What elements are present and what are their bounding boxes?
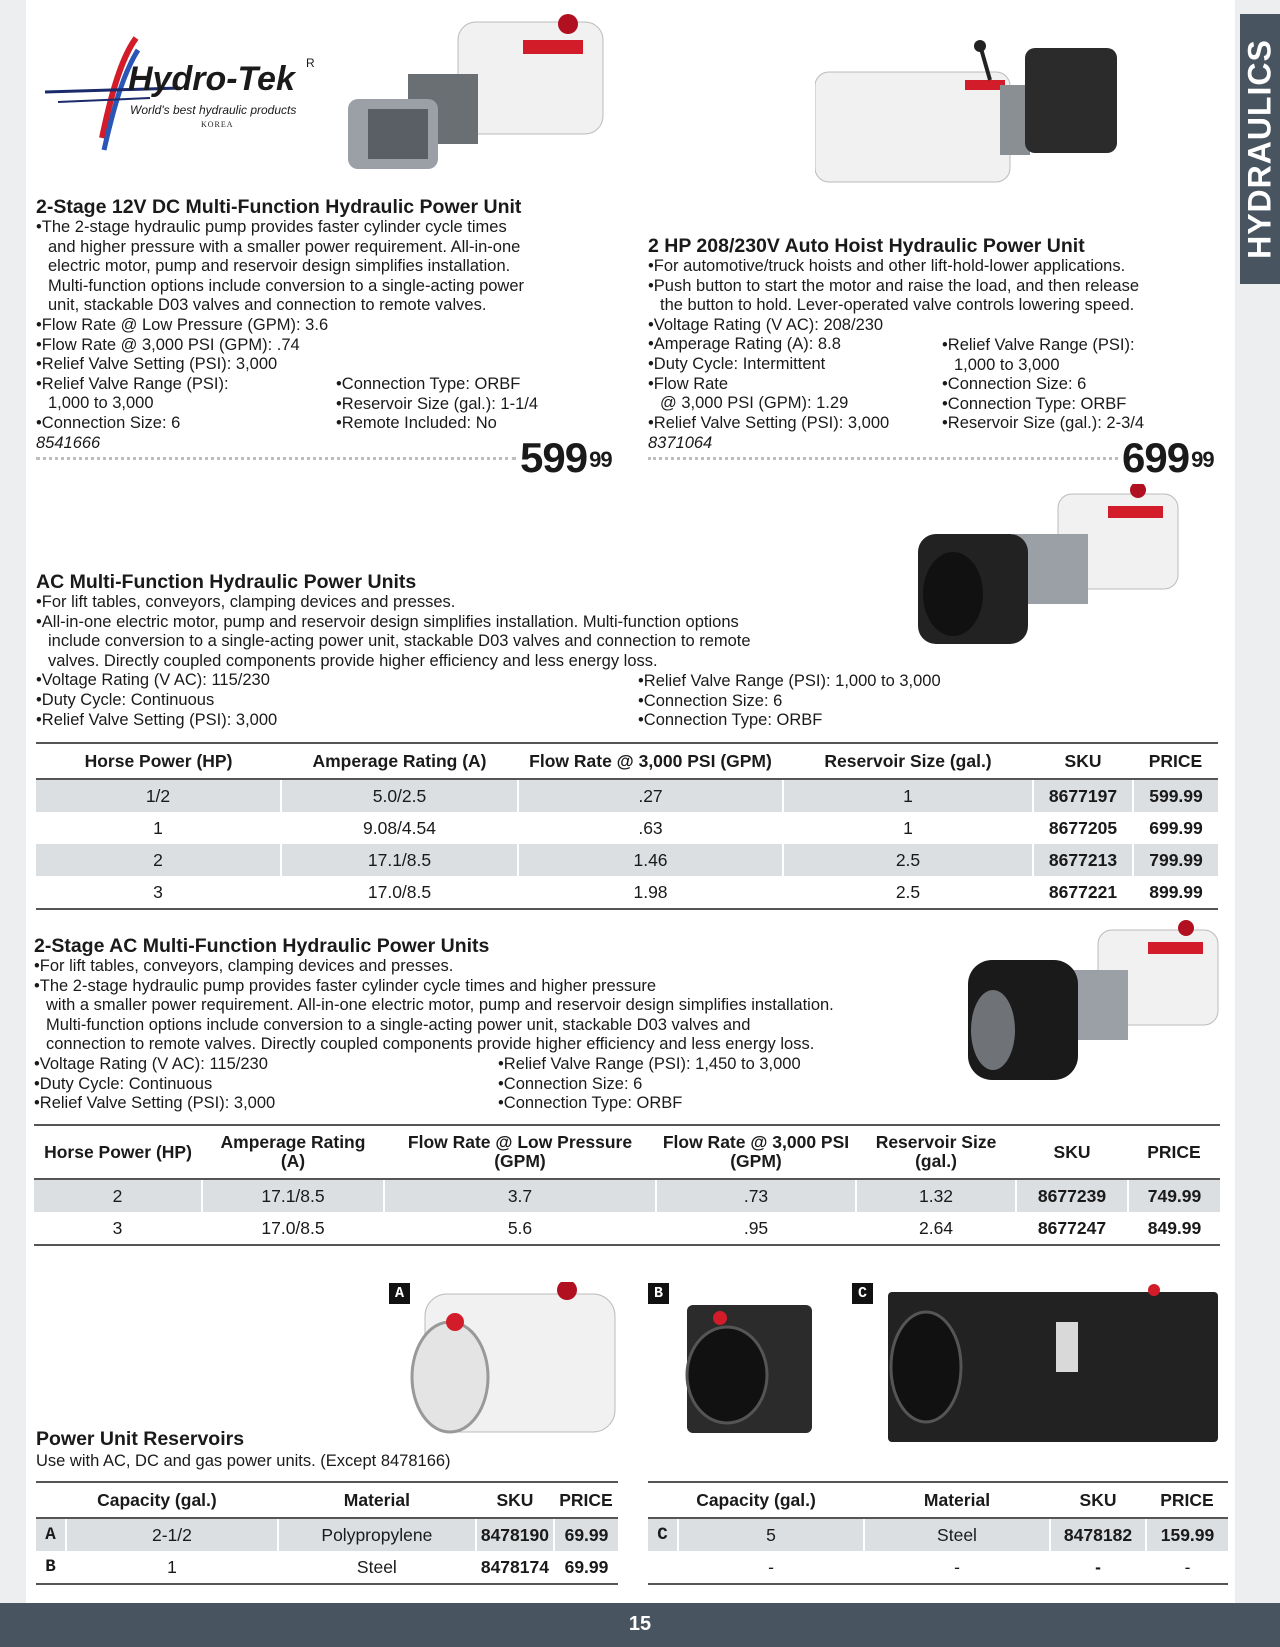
product1-price: $599^{99}$ — [520, 434, 612, 481]
reservoirs-table-left — [36, 1481, 618, 1585]
product1-spec: • Connection Type: ORBF — [336, 375, 538, 395]
product1-sku: 8541666 — [36, 434, 101, 452]
cell: 2.5 — [783, 844, 1033, 876]
product1-spec: • Remote Included: No — [336, 414, 538, 434]
product2-spec: • Reservoir Size (gal.): 2-3/4 — [942, 414, 1144, 434]
product1-desc-line: Multi-function options include conversion to a single-acting power — [48, 276, 525, 295]
cell: .95 — [656, 1212, 856, 1245]
label-b: B — [648, 1283, 669, 1304]
column-header: Capacity (gal.) — [36, 1482, 278, 1518]
product1-specs-right — [336, 375, 538, 434]
product2-sku: 8371064 — [648, 434, 713, 452]
ac-desc-line: • For lift tables, conveyors, clamping devices and presses. — [36, 593, 751, 613]
cell: Polypropylene — [278, 1518, 476, 1551]
ac-spec: • Voltage Rating (V AC): 115/230 — [36, 671, 751, 691]
product2-title: 2 HP 208/230V Auto Hoist Hydraulic Power Unit — [648, 235, 1085, 257]
column-header: SKU — [1050, 1482, 1146, 1518]
two-stage-spec: • Voltage Rating (V AC): 115/230 — [34, 1055, 834, 1075]
product2-spec: 1,000 to 3,000 — [954, 355, 1060, 374]
column-header: Reservoir Size (gal.) — [783, 743, 1033, 779]
cell: 17.1/8.5 — [281, 844, 518, 876]
two-stage-spec: • Connection Type: ORBF — [498, 1094, 801, 1114]
label-a: A — [389, 1283, 410, 1304]
sku-cell: - — [1050, 1551, 1146, 1584]
column-header: PRICE — [1128, 1125, 1220, 1179]
two-stage-desc-line: Multi-function options include conversion to a single-acting power unit, stackable D03 valves and — [46, 1015, 751, 1034]
price-cell: 599.99 — [1133, 779, 1218, 812]
sku-cell: 8478174 — [476, 1551, 554, 1584]
cell: 3 — [36, 876, 281, 909]
column-header: Material — [864, 1482, 1050, 1518]
column-header: Flow Rate @ 3,000 PSI (GPM) — [656, 1125, 856, 1179]
column-header: Amperage Rating (A) — [202, 1125, 384, 1179]
product2-price: $699^{99}$ — [1122, 434, 1214, 481]
sku-cell: 8677247 — [1016, 1212, 1128, 1245]
column-header: Amperage Rating (A) — [281, 743, 518, 779]
product2-spec: • Flow Rate — [648, 375, 1139, 395]
price-cell: 849.99 — [1128, 1212, 1220, 1245]
price-cell: 799.99 — [1133, 844, 1218, 876]
ac-spec: • Duty Cycle: Continuous — [36, 691, 751, 711]
cell: 2.5 — [783, 876, 1033, 909]
cell: 5 — [678, 1518, 864, 1551]
table-row — [36, 779, 1218, 812]
label-c: C — [852, 1283, 873, 1304]
brand-country: KOREA — [201, 120, 234, 129]
two-stage-spec: • Relief Valve Range (PSI): 1,450 to 3,000 — [498, 1055, 801, 1075]
table-header-row — [34, 1125, 1220, 1179]
column-header: SKU — [1033, 743, 1133, 779]
product1-desc-line: • The 2-stage hydraulic pump provides faster cylinder cycle times — [36, 218, 524, 238]
column-header: Reservoir Size (gal.) — [856, 1125, 1016, 1179]
cell: 1/2 — [36, 779, 281, 812]
product2-spec: • Duty Cycle: Intermittent — [648, 355, 1139, 375]
cell: 1 — [66, 1551, 278, 1584]
column-header: Flow Rate @ Low Pressure (GPM) — [384, 1125, 656, 1179]
cell: 5.6 — [384, 1212, 656, 1245]
two-stage-desc-line: • For lift tables, conveyors, clamping devices and presses. — [34, 957, 834, 977]
column-header: PRICE — [554, 1482, 618, 1518]
ac-spec: • Connection Type: ORBF — [638, 711, 941, 731]
sku-cell: 8677197 — [1033, 779, 1133, 812]
item-letter: A — [36, 1518, 66, 1551]
ac-units-title: AC Multi-Function Hydraulic Power Units — [36, 571, 417, 593]
auto-hoist-unit-photo — [815, 40, 1120, 190]
ac-spec: • Connection Size: 6 — [638, 692, 941, 712]
column-header: Horse Power (HP) — [36, 743, 281, 779]
product1-spec: • Reservoir Size (gal.): 1-1/4 — [336, 395, 538, 415]
ac-power-unit-photo — [918, 484, 1183, 664]
two-stage-ac-title: 2-Stage AC Multi-Function Hydraulic Power Units — [34, 935, 490, 957]
cell: 9.08/4.54 — [281, 812, 518, 844]
sku-cell: 8677239 — [1016, 1179, 1128, 1212]
price-cell: 899.99 — [1133, 876, 1218, 909]
cell: Steel — [864, 1518, 1050, 1551]
product2-spec: • Connection Type: ORBF — [942, 395, 1144, 415]
table-row — [648, 1551, 1228, 1584]
cell: 2-1/2 — [66, 1518, 278, 1551]
cell: 1.98 — [518, 876, 783, 909]
item-letter — [648, 1551, 678, 1584]
dotted-leader — [648, 457, 1118, 460]
page-number: 15 — [628, 1613, 652, 1635]
item-letter: C — [648, 1518, 678, 1551]
reservoirs-title: Power Unit Reservoirs — [36, 1428, 245, 1450]
price-cell: 699.99 — [1133, 812, 1218, 844]
table-row — [36, 844, 1218, 876]
price-cell: - — [1146, 1551, 1228, 1584]
two-stage-desc-line: with a smaller power requirement. All-in-one electric motor, pump and reservoir design simplifies installation. — [46, 996, 834, 1015]
cell: 1.32 — [856, 1179, 1016, 1212]
two-stage-desc-line: • The 2-stage hydraulic pump provides faster cylinder cycle times and higher pressure — [34, 977, 834, 997]
product2-spec: • Connection Size: 6 — [942, 375, 1144, 395]
two-stage-desc-line: connection to remote valves. Directly coupled components provide higher efficiency and less energy loss. — [46, 1035, 815, 1054]
column-header: SKU — [476, 1482, 554, 1518]
price-cell: 159.99 — [1146, 1518, 1228, 1551]
reservoir-c-photo — [886, 1282, 1221, 1452]
product2-spec: • Voltage Rating (V AC): 208/230 — [648, 316, 1139, 336]
table-header-row — [36, 1482, 618, 1518]
cell: 1 — [153, 817, 163, 838]
product2-desc-line: • Push button to start the motor and raise the load, and then release — [648, 277, 1139, 297]
cell: 17.0/8.5 — [281, 876, 518, 909]
table-header-row — [648, 1482, 1228, 1518]
ac-desc-line: • All-in-one electric motor, pump and reservoir design simplifies installation. Multi-function options — [36, 613, 751, 633]
ac-spec: • Relief Valve Setting (PSI): 3,000 — [36, 711, 751, 731]
product1-spec: • Flow Rate @ 3,000 PSI (GPM): .74 — [36, 336, 524, 356]
cell: .27 — [518, 779, 783, 812]
cell: - — [678, 1551, 864, 1584]
product1-desc-line: and higher pressure with a smaller power requirement. All-in-one — [48, 237, 521, 256]
product1-spec: • Relief Valve Range (PSI): — [36, 375, 524, 395]
column-header: PRICE — [1146, 1482, 1228, 1518]
reservoir-b-photo — [682, 1300, 817, 1440]
reservoirs-subtitle: Use with AC, DC and gas power units. (Except 8478166) — [36, 1452, 451, 1470]
two-stage-specs-right — [498, 1055, 801, 1114]
sku-cell: 8677213 — [1033, 844, 1133, 876]
two-stage-ac-unit-photo — [968, 920, 1223, 1105]
sku-cell: 8677205 — [1033, 812, 1133, 844]
table-row — [34, 1179, 1220, 1212]
cell: 3.7 — [384, 1179, 656, 1212]
cell: 17.0/8.5 — [202, 1212, 384, 1245]
cell: 17.1/8.5 — [202, 1179, 384, 1212]
reservoirs-table-right — [648, 1481, 1228, 1585]
product2-specs-right — [942, 336, 1144, 434]
product1-desc-line: unit, stackable D03 valves and connection to remote valves. — [48, 296, 487, 315]
product2-desc-line: • For automotive/truck hoists and other lift-hold-lower applications. — [648, 257, 1139, 277]
cell: .73 — [656, 1179, 856, 1212]
brand-tagline: World's best hydraulic products — [130, 103, 297, 117]
price-cell: 69.99 — [554, 1551, 618, 1584]
table-row — [34, 1212, 1220, 1245]
section-tab: HYDRAULICS — [1240, 14, 1280, 284]
ac-specs-right — [638, 672, 941, 731]
sku-cell: 8478190 — [476, 1518, 554, 1551]
cell: .63 — [518, 812, 783, 844]
sku-cell: 8677221 — [1033, 876, 1133, 909]
cell: 1 — [783, 812, 1033, 844]
price-cell: 749.99 — [1128, 1179, 1220, 1212]
two-stage-spec: • Duty Cycle: Continuous — [34, 1075, 834, 1095]
table-row — [36, 1551, 618, 1584]
product1-spec: • Connection Size: 6 — [36, 414, 524, 434]
cell: 2.64 — [856, 1212, 1016, 1245]
sku-cell: 8478182 — [1050, 1518, 1146, 1551]
table-row — [648, 1518, 1228, 1551]
product1-desc-line: electric motor, pump and reservoir design simplifies installation. — [48, 257, 511, 276]
product2-spec: • Amperage Rating (A): 8.8 — [648, 335, 1139, 355]
product1-spec: 1,000 to 3,000 — [48, 394, 154, 413]
column-header: Material — [278, 1482, 476, 1518]
ac-units-table — [36, 742, 1218, 910]
ac-desc-line: include conversion to a single-acting power unit, stackable D03 valves and connection to remote — [48, 632, 751, 651]
product2-spec: • Relief Valve Setting (PSI): 3,000 — [648, 414, 1139, 434]
registered-mark: R — [306, 56, 315, 70]
column-header: Flow Rate @ 3,000 PSI (GPM) — [518, 743, 783, 779]
product2-desc-line: the button to hold. Lever-operated valve controls lowering speed. — [660, 296, 1135, 315]
page-footer — [0, 1603, 1280, 1647]
item-letter: B — [36, 1551, 66, 1584]
reservoir-a-photo — [405, 1282, 620, 1447]
column-header: Horse Power (HP) — [34, 1125, 202, 1179]
column-header: Capacity (gal.) — [648, 1482, 864, 1518]
brand-name: Hydro-Tek — [128, 60, 295, 98]
product2-spec: @ 3,000 PSI (GPM): 1.29 — [660, 394, 849, 413]
product1-spec: • Flow Rate @ Low Pressure (GPM): 3.6 — [36, 316, 524, 336]
table-header-row — [36, 743, 1218, 779]
product2-spec: • Relief Valve Range (PSI): — [942, 336, 1144, 356]
ac-spec: • Relief Valve Range (PSI): 1,000 to 3,000 — [638, 672, 941, 692]
column-header: SKU — [1016, 1125, 1128, 1179]
ac-desc-line: valves. Directly coupled components provide higher efficiency and less energy loss. — [48, 651, 658, 670]
cell: 2 — [34, 1179, 202, 1212]
two-stage-ac-table — [34, 1124, 1220, 1246]
cell: 3 — [34, 1212, 202, 1245]
table-row — [36, 1518, 618, 1551]
cell: 5.0/2.5 — [281, 779, 518, 812]
table-row — [36, 812, 1218, 844]
cell: Steel — [278, 1551, 476, 1584]
price-cell: 69.99 — [554, 1518, 618, 1551]
cell: 2 — [36, 844, 281, 876]
two-stage-spec: • Relief Valve Setting (PSI): 3,000 — [34, 1094, 834, 1114]
dotted-leader — [36, 457, 516, 460]
product1-title: 2-Stage 12V DC Multi-Function Hydraulic Power Unit — [36, 196, 522, 218]
table-row — [36, 876, 1218, 909]
two-stage-spec: • Connection Size: 6 — [498, 1075, 801, 1095]
product1-spec: • Relief Valve Setting (PSI): 3,000 — [36, 355, 524, 375]
dc-power-unit-photo — [348, 14, 613, 179]
cell: 1.46 — [518, 844, 783, 876]
cell: 1 — [783, 779, 1033, 812]
cell: - — [864, 1551, 1050, 1584]
column-header: PRICE — [1133, 743, 1218, 779]
